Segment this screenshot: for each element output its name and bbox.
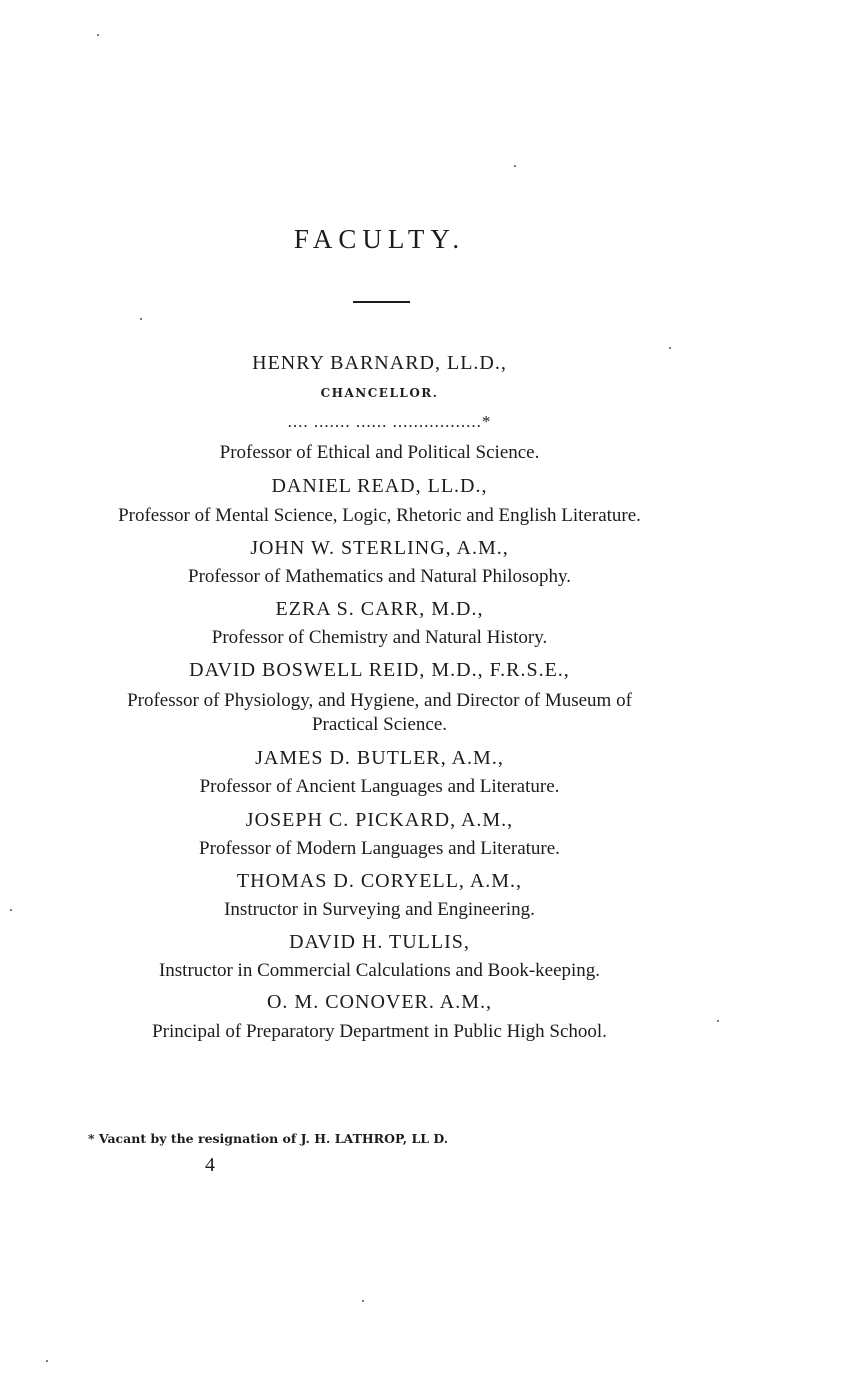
page-title: FACULTY. — [293, 224, 466, 254]
faculty-role: Professor of Mental Science, Logic, Rhetoric and English Literature. — [118, 505, 641, 526]
paper-speck — [10, 909, 12, 911]
paper-speck — [46, 1360, 48, 1362]
faculty-name: THOMAS D. CORYELL, A.M., — [236, 870, 523, 892]
chancellor-name: HENRY BARNARD, LL.D., — [252, 352, 507, 374]
paper-speck — [717, 1020, 719, 1022]
faculty-name: O. M. CONOVER. A.M., — [266, 991, 493, 1013]
chancellor-title: CHANCELLOR. — [320, 386, 439, 400]
faculty-name: DANIEL READ, LL.D., — [271, 475, 488, 497]
title-rule — [353, 301, 410, 303]
faculty-name: EZRA S. CARR, M.D., — [275, 598, 484, 620]
faculty-name: JAMES D. BUTLER, A.M., — [255, 747, 504, 769]
paper-speck — [140, 318, 142, 320]
faculty-role-continued: Practical Science. — [311, 714, 448, 735]
faculty-role: Professor of Mathematics and Natural Philosophy. — [188, 566, 571, 587]
page-number: 4 — [205, 1154, 215, 1176]
faculty-role: Instructor in Commercial Calculations and Book-keeping. — [158, 960, 601, 981]
faculty-name: DAVID BOSWELL REID, M.D., F.R.S.E., — [189, 659, 570, 681]
paper-speck — [362, 1300, 364, 1302]
faculty-name: DAVID H. TULLIS, — [289, 931, 470, 953]
faculty-role: Professor of Ethical and Political Science. — [219, 442, 540, 463]
faculty-name: JOHN W. STERLING, A.M., — [250, 537, 509, 559]
faculty-name: JOSEPH C. PICKARD, A.M., — [245, 809, 514, 831]
footnote: * Vacant by the resignation of J. H. LATHROP, LL D. — [88, 1131, 449, 1146]
paper-speck — [97, 34, 99, 36]
paper-speck — [669, 347, 671, 349]
faculty-role: Professor of Modern Languages and Literature. — [199, 838, 560, 859]
faculty-role: Principal of Preparatory Department in Public High School. — [152, 1021, 607, 1042]
faculty-role: Professor of Chemistry and Natural History. — [211, 627, 548, 648]
faculty-role: Professor of Physiology, and Hygiene, and Director of Museum of — [127, 690, 632, 711]
paper-speck — [514, 165, 516, 167]
vacant-position-line: .... ....... ...... .................* — [287, 412, 492, 431]
faculty-role: Instructor in Surveying and Engineering. — [224, 899, 535, 920]
faculty-role: Professor of Ancient Languages and Literature. — [199, 776, 560, 797]
